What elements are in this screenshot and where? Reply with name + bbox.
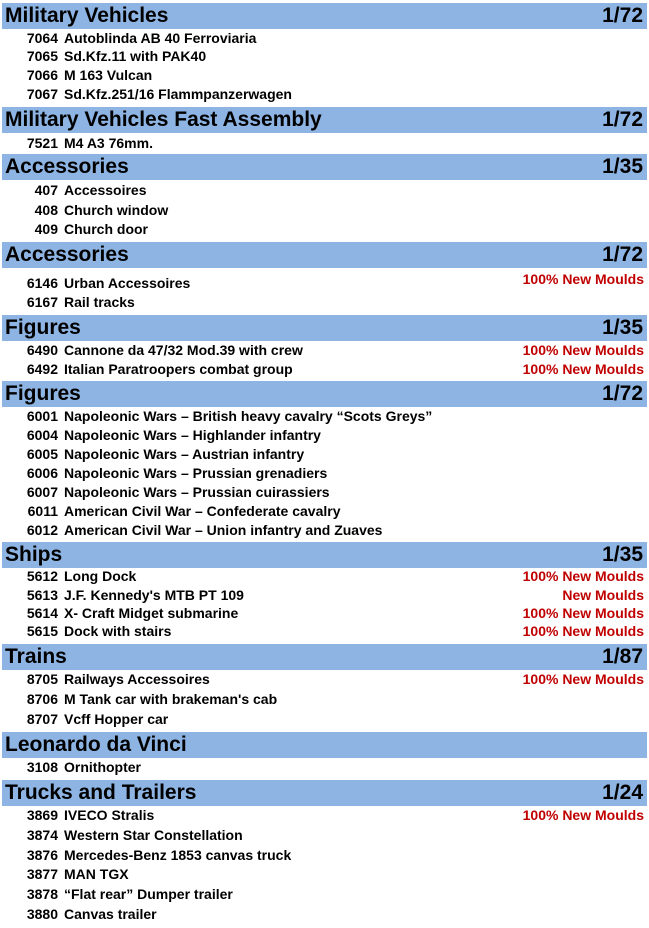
item-code: 6007 [26,484,58,500]
section-scale: 1/72 [602,382,643,405]
item-code: 3878 [26,886,58,902]
item-name: American Civil War – Confederate cavalry [64,503,341,519]
list-item [0,758,649,777]
item-code: 3877 [26,866,58,882]
item-code: 7064 [26,30,58,46]
item-name: Napoleonic Wars – Austrian infantry [64,446,305,462]
section-scale: 1/35 [602,316,643,339]
item-code: 6492 [26,361,58,377]
item-code: 8705 [26,671,58,687]
item-code: 8707 [26,711,58,727]
section-header [2,2,647,29]
item-code: 6146 [26,275,58,291]
section-title: Military Vehicles Fast Assembly [5,108,322,131]
item-code: 3874 [26,827,58,843]
list-item [0,502,649,521]
item-name: Accessoires [64,182,147,198]
list-item [0,604,649,623]
item-code: 3876 [26,847,58,863]
section-title: Trains [5,645,67,668]
item-name: Dock with stairs [64,623,172,639]
item-code: 7065 [26,48,58,64]
item-name: Church door [64,221,148,237]
item-name: Urban Accessoires [64,275,191,291]
list-item [0,47,649,66]
new-moulds-note: 100% New Moulds [522,623,644,639]
list-item [0,464,649,483]
section-title: Figures [5,316,81,339]
item-name: Autoblinda AB 40 Ferroviaria [64,30,257,46]
section-scale: 1/72 [602,108,643,131]
list-item [0,483,649,502]
item-name: X- Craft Midget submarine [64,605,239,621]
item-code: 5615 [26,623,58,639]
item-code: 6004 [26,427,58,443]
list-item [0,806,649,825]
item-name: M Tank car with brakeman's cab [64,691,278,707]
section-header [2,643,647,670]
item-name: Italian Paratroopers combat group [64,361,293,377]
item-name: Napoleonic Wars – Highlander infantry [64,427,321,443]
section-title: Trucks and Trailers [5,781,197,804]
item-code: 6006 [26,465,58,481]
list-item [0,710,649,729]
new-moulds-note: 100% New Moulds [522,807,644,823]
item-name: IVECO Stralis [64,807,155,823]
item-code: 6011 [27,503,58,519]
item-code: 407 [34,182,58,198]
list-item [0,521,649,540]
item-code: 408 [34,202,58,218]
section-scale: 1/72 [602,243,643,266]
section-title: Accessories [5,243,129,266]
section-header [2,106,647,133]
item-name: Church window [64,202,169,218]
list-item [0,134,649,153]
list-item [0,445,649,464]
item-code: 6490 [26,342,58,358]
item-name: Sd.Kfz.11 with PAK40 [64,48,207,64]
list-item [0,201,649,220]
section-scale: 1/72 [602,4,643,27]
list-item [0,426,649,445]
list-item [0,586,649,605]
list-item [0,905,649,924]
item-name: M 163 Vulcan [64,67,153,83]
section-header [2,153,647,180]
new-moulds-note: 100% New Moulds [522,342,644,358]
list-item [0,271,649,293]
section-header [2,241,647,268]
new-moulds-note: 100% New Moulds [522,605,644,621]
item-code: 8706 [26,691,58,707]
list-item [0,846,649,865]
section-title: Accessories [5,155,129,178]
section-title: Ships [5,543,63,566]
new-moulds-note: 100% New Moulds [522,271,644,287]
section-header [2,731,647,758]
item-code: 3869 [26,807,58,823]
item-name: Vcff Hopper car [64,711,169,727]
item-name: Napoleonic Wars – Prussian grenadiers [64,465,328,481]
item-name: Napoleonic Wars – Prussian cuirassiers [64,484,330,500]
list-item [0,865,649,884]
item-name: Railways Accessoires [64,671,210,687]
item-name: Long Dock [64,568,137,584]
new-moulds-note: New Moulds [562,587,644,603]
item-name: Sd.Kfz.251/16 Flammpanzerwagen [64,86,292,102]
section-title: Figures [5,382,81,405]
new-moulds-note: 100% New Moulds [522,361,644,377]
list-item [0,826,649,845]
new-moulds-note: 100% New Moulds [522,568,644,584]
list-item [0,690,649,709]
item-name: Rail tracks [64,294,135,310]
list-item [0,66,649,85]
section-scale: 1/24 [602,781,643,804]
section-scale: 1/35 [602,543,643,566]
list-item [0,360,649,379]
list-item [0,85,649,104]
list-item [0,407,649,426]
item-code: 7521 [26,135,58,151]
list-item [0,670,649,689]
item-code: 5612 [26,568,58,584]
item-code: 5613 [26,587,58,603]
item-name: Cannone da 47/32 Mod.39 with crew [64,342,303,358]
item-name: J.F. Kennedy's MTB PT 109 [64,587,244,603]
section-header [2,779,647,806]
item-code: 6012 [26,522,58,538]
item-name: Western Star Constellation [64,827,243,843]
item-code: 6005 [26,446,58,462]
list-item [0,293,649,312]
item-name: “Flat rear” Dumper trailer [64,886,233,902]
item-name: MAN TGX [64,866,129,882]
item-code: 7067 [26,86,58,102]
section-scale: 1/87 [602,645,643,668]
item-name: Ornithopter [64,759,141,775]
list-item [0,181,649,200]
item-code: 7066 [26,67,58,83]
item-name: Canvas trailer [64,906,157,922]
item-code: 3108 [26,759,58,775]
item-name: Mercedes-Benz 1853 canvas truck [64,847,292,863]
section-header [2,541,647,568]
list-item [0,567,649,586]
item-code: 6001 [26,408,58,424]
item-code: 6167 [26,294,58,310]
section-header [2,314,647,341]
section-header [2,380,647,407]
new-moulds-note: 100% New Moulds [522,671,644,687]
item-name: M4 A3 76mm. [64,135,153,151]
item-code: 5614 [26,605,58,621]
list-item [0,341,649,360]
item-code: 409 [34,221,58,237]
item-name: American Civil War – Union infantry and Zuaves [64,522,383,538]
list-item [0,29,649,48]
section-title: Leonardo da Vinci [5,733,187,756]
item-name: Napoleonic Wars – British heavy cavalry “Scots Greys” [64,408,433,424]
list-item [0,885,649,904]
item-code: 3880 [26,906,58,922]
section-title: Military Vehicles [5,4,169,27]
list-item [0,622,649,641]
list-item [0,220,649,239]
section-scale: 1/35 [602,155,643,178]
